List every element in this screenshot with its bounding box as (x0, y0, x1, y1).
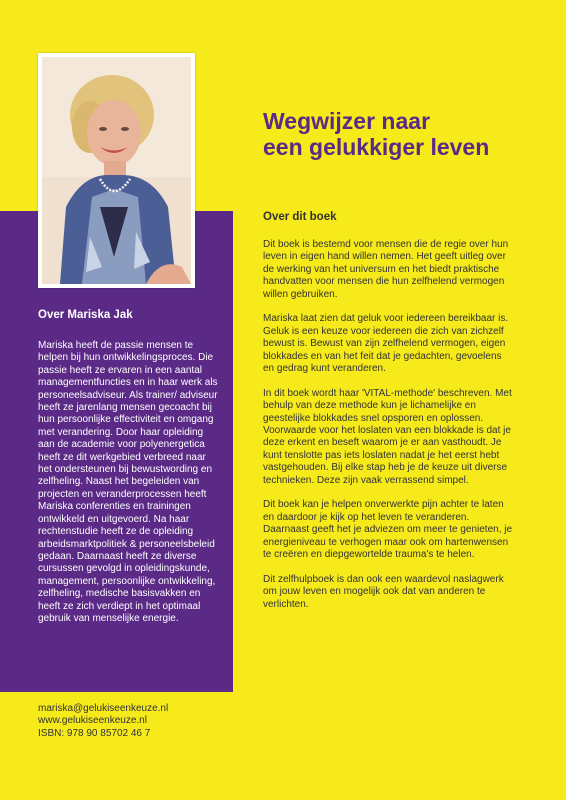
book-paragraph: Dit boek is bestemd voor mensen die de regie over hun leven in eigen hand willen nemen. Het geeft uitleg over de werking van het universum en het biedt praktische handvatten voor mensen die hun zelfhelend vermogen willen gebruiken. (263, 239, 509, 300)
about-book-section (263, 211, 515, 624)
contact-info (38, 703, 168, 740)
about-book-heading: Over dit boek (263, 211, 337, 223)
contact-website[interactable]: www.gelukiseenkeuze.nl (38, 715, 147, 727)
book-paragraph: Mariska laat zien dat geluk voor iedereen bereikbaar is. Geluk is een keuze voor iedereen die zich van zichzelf bewust is. Bewust van zijn zelfhelend vermogen, eigen blokkades en van het feit dat je gedachten, gevoelens en gedrag kunt veranderen. (263, 313, 509, 375)
about-author-heading: Over Mariska Jak (38, 309, 133, 321)
contact-email[interactable]: mariska@gelukiseenkeuze.nl (38, 703, 169, 714)
author-portrait-image (42, 57, 191, 284)
book-title-line-1: Wegwijzer naar (263, 108, 431, 134)
book-paragraph: In dit boek wordt haar 'VITAL-methode' beschreven. Met behulp van deze methode kun je lichamelijke en geestelijke blokkades snel opsporen en oplossen. Voorwaarde voor het loslaten van een blokkade is dat je deze erkent en beseft waarom je er aan vasthoudt. Je kunt tenslotte pas iets loslaten nadat je het eerst hebt vastgehouden. Bij elke stap heb je de keuze uit diverse technieken. Deze zijn vaak verrassend simpel. (263, 387, 512, 486)
book-title-line-2: een gelukkiger leven (263, 134, 490, 160)
about-author-section (38, 309, 218, 625)
author-photo (38, 53, 195, 288)
book-paragraph: Dit zelfhulpboek is dan ook een waardevol naslagwerk om jouw leven en mogelijk ook dat van anderen te verlichten. (263, 573, 504, 610)
book-title (263, 108, 543, 160)
book-paragraph: Dit boek kan je helpen onverwerkte pijn achter te laten en daardoor je kijk op het leven te veranderen. Daarnaast geeft het je adviezen om meer te genieten, je energieniveau te verhogen maar ook om hartenwensen te creëren en diepgewortelde trauma's te helen. (263, 499, 513, 561)
contact-isbn: ISBN: 978 90 85702 46 7 (38, 727, 151, 739)
author-bio: Mariska heeft de passie mensen te helpen bij hun ontwikkelingsproces. Die passie heeft ze ervaren in een aantal managementfuncties en in haar werk als personeelsadviseur. Als trainer/ adviseur heeft ze jarenlang mensen gecoacht bij hun persoonlijke effectiviteit en omgang met verandering. Door haar opleiding aan de academie voor polyenergetica heeft ze dit werkgebied verbreed naar het ondersteunen bij bewustwording en zelfheling. Naast het begeleiden van projecten en veranderprocessen heeft Mariska conferenties en trainingen ontwikkeld en uitgevoerd. Na haar rechtenstudie heeft ze de opleiding arbeidsmarktpolitiek & personeelsbeleid gedaan. Daarnaast heeft ze diverse cursussen gevolgd in opleidingskunde, management, persoonlijke ontwikkeling, zelfheling, medische basisvakken en heeft ze zich verdiept in het optimaal gebruik van menselijke energie. (38, 340, 218, 624)
